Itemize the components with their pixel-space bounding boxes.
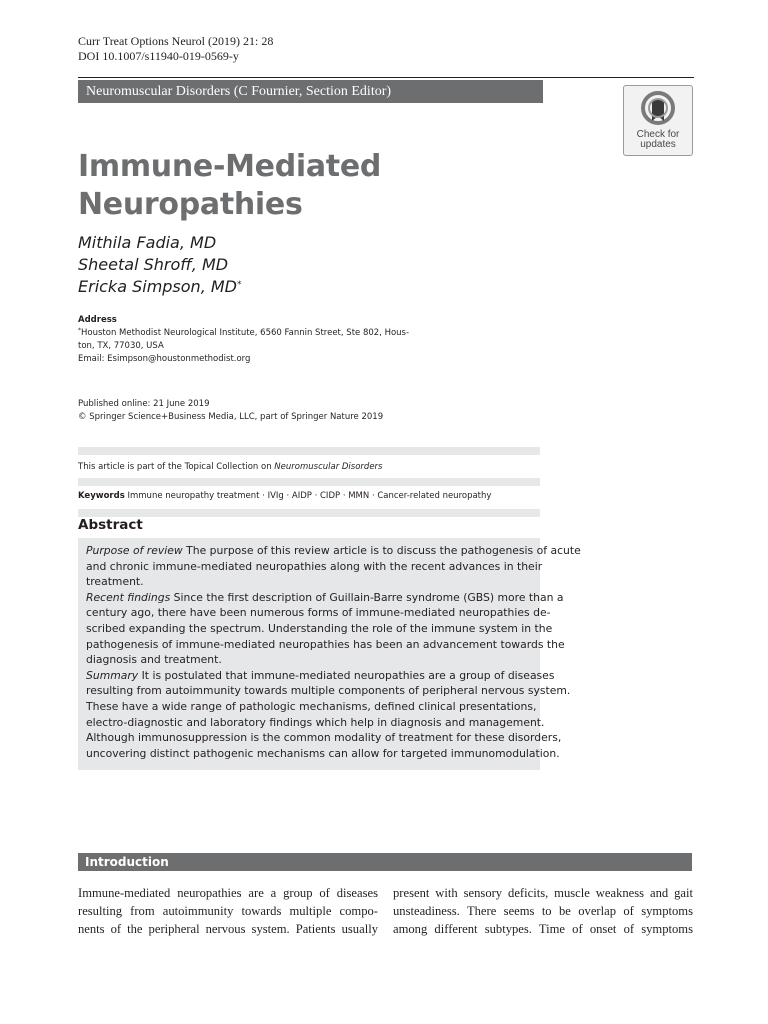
author-list [78,232,242,301]
introduction-heading: Introduction [78,853,692,871]
abstract-line: Although immunosuppression is the common modality of treatment for these disorders, [86,731,562,745]
address-label: Address [78,315,117,325]
address-mark: * [78,327,81,334]
check-for-updates-button[interactable] [623,85,693,156]
author-1 [78,232,242,254]
copyright-line: © Springer Science+Business Media, LLC, part of Springer Nature 2019 [78,412,384,422]
abstract-line: Recent findings Since the first description of Guillain-Barre syndrome (GBS) more than a [86,590,564,604]
abstract-line: century ago, there have been numerous forms of immune-mediated neuropathies de- [86,606,551,620]
publication-info [78,398,383,424]
intro-column-left [78,884,378,938]
title-line-2: Neuropathies [78,187,303,222]
intro-column-right [393,884,693,938]
divider [78,509,540,517]
body-line: Immune-mediated neuropathies are a group of diseases [78,886,378,900]
address-block [78,314,408,366]
article-title [78,148,598,224]
abstract-line: uncovering distinct pathogenic mechanisms can allow for targeted immunomodulation. [86,746,560,760]
journal-reference [78,34,273,64]
author-3 [78,276,242,301]
badge-line-2: updates [640,139,676,150]
purpose-label: Purpose of review [86,544,183,557]
keywords [78,490,491,503]
divider [78,478,540,486]
corresponding-author-mark: * [237,280,242,290]
published-date: Published online: 21 June 2019 [78,399,210,409]
badge-label [624,130,692,150]
abstract-line: treatment. [86,575,144,589]
findings-label: Recent findings [86,590,171,604]
author-name: Ericka Simpson, MD [78,277,237,296]
abstract-line: scribed expanding the spectrum. Understanding the role of the immune system in the [86,621,553,635]
summary-label: Summary [86,668,139,682]
section-banner: Neuromuscular Disorders (C Fournier, Section Editor) [78,80,543,103]
body-line: unsteadiness. There seems to be overlap of symptoms [393,904,693,918]
abstract-line: electro-diagnostic and laboratory findings which help in diagnosis and management. [86,715,545,729]
abstract-line: These have a wide range of pathologic mechanisms, defined clinical presentations, [86,699,537,713]
abstract-box [78,538,581,770]
author-2 [78,254,242,276]
body-line: nents of the peripheral nervous system. Patients usually [78,922,378,936]
crossmark-icon [641,91,675,127]
address-line-2: ton, TX, 77030, USA [78,341,164,351]
topical-prefix: This article is part of the Topical Collection on [78,462,275,472]
author-name: Mithila Fadia, MD [78,233,217,252]
address-email[interactable]: Email: Esimpson@houstonmethodist.org [78,354,251,364]
body-line: present with sensory deficits, muscle weakness and gait [393,886,693,900]
topical-collection-name[interactable]: Neuromuscular Disorders [274,462,383,472]
header-rule [78,77,694,78]
abstract-line: and chronic immune-mediated neuropathies along with the recent advances in their [86,559,543,573]
badge-line-1: Check for [636,129,680,140]
abstract-line: resulting from autoimmunity towards multiple components of peripheral nervous system. [86,684,571,698]
abstract-line: Purpose of review The purpose of this review article is to discuss the pathogenesis of acute [86,544,581,557]
journal-citation: Curr Treat Options Neurol (2019) 21: 28 [78,34,274,48]
doi-line: DOI 10.1007/s11940-019-0569-y [78,49,239,63]
keywords-label: Keywords [78,491,125,501]
abstract-line: pathogenesis of immune-mediated neuropathies has been an advancement towards the [86,637,565,651]
body-line: among different subtypes. Time of onset of symptoms [393,922,693,936]
body-line: resulting from autoimmunity towards multiple compo- [78,904,378,918]
author-name: Sheetal Shroff, MD [78,255,229,274]
divider [78,447,540,455]
abstract-heading: Abstract [78,517,143,533]
address-line-1: Houston Methodist Neurological Institute, 6560 Fannin Street, Ste 802, Hous- [81,328,410,338]
abstract-line: Summary It is postulated that immune-mediated neuropathies are a group of diseases [86,668,555,682]
keywords-text: Immune neuropathy treatment · IVIg · AIDP · CIDP · MMN · Cancer-related neuropathy [127,491,492,501]
title-line-1: Immune-Mediated [78,149,382,184]
topical-collection [78,461,382,474]
abstract-line: diagnosis and treatment. [86,653,222,667]
